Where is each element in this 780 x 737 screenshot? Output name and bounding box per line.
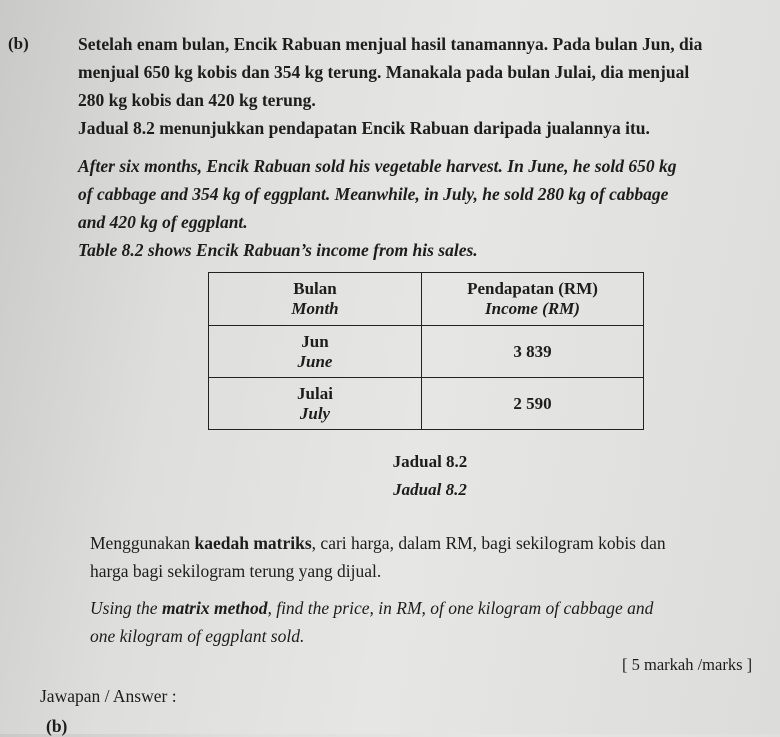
- table-row: [209, 326, 644, 378]
- income-cell: [422, 378, 644, 430]
- month-english: July: [299, 403, 331, 423]
- question-malay-bold: kaedah matriks: [194, 533, 312, 553]
- header-income: [422, 273, 644, 326]
- header-month-malay: Bulan: [293, 279, 337, 298]
- month-cell: [209, 326, 422, 378]
- question-malay-line-1: [90, 533, 666, 554]
- answer-part-label: (b): [46, 716, 68, 736]
- table-row: [209, 378, 644, 430]
- question-malay-post: , cari harga, dalam RM, bagi sekilogram kobis dan: [311, 533, 666, 553]
- question-english-line-2: one kilogram of eggplant sold.: [90, 626, 305, 646]
- income-value: 2 590: [513, 393, 552, 413]
- malay-intro-line-4: Jadual 8.2 menunjukkan pendapatan Encik Rabuan daripada jualannya itu.: [78, 118, 650, 138]
- marks-label: [ 5 markah /marks ]: [622, 655, 753, 674]
- header-income-malay: Pendapatan (RM): [467, 279, 598, 298]
- question-english-pre: Using the: [90, 598, 162, 618]
- header-month-english: Month: [291, 299, 339, 318]
- question-english-bold: matrix method: [161, 598, 268, 618]
- english-intro-line-4: Table 8.2 shows Encik Rabuan’s income from his sales.: [78, 240, 478, 260]
- income-cell: [422, 326, 644, 378]
- english-intro-line-2: of cabbage and 354 kg of eggplant. Meanwhile, in July, he sold 280 kg of cabbage: [78, 184, 669, 204]
- header-month: [209, 273, 422, 326]
- table-caption-english: Jadual 8.2: [393, 480, 467, 499]
- part-label: (b): [8, 34, 29, 53]
- question-english-line-1: [90, 598, 653, 619]
- malay-intro-line-3: 280 kg kobis dan 420 kg terung.: [78, 90, 316, 110]
- income-table: [208, 272, 644, 430]
- question-english-post: , find the price, in RM, of one kilogram of cabbage and: [267, 598, 654, 618]
- malay-intro-line-1: Setelah enam bulan, Encik Rabuan menjual hasil tanamannya. Pada bulan Jun, dia: [78, 34, 703, 54]
- question-malay-pre: Menggunakan: [90, 533, 195, 553]
- income-value: 3 839: [513, 341, 552, 361]
- month-cell: [209, 378, 422, 430]
- table-header-row: [209, 273, 644, 326]
- header-income-english: Income (RM): [485, 299, 580, 318]
- month-malay: Jun: [301, 331, 329, 351]
- answer-label: Jawapan / Answer :: [40, 686, 177, 706]
- malay-intro-line-2: menjual 650 kg kobis dan 354 kg terung. Manakala pada bulan Julai, dia menjual: [78, 62, 690, 82]
- english-intro-line-1: After six months, Encik Rabuan sold his vegetable harvest. In June, he sold 650 kg: [78, 156, 677, 176]
- month-malay: Julai: [297, 383, 333, 403]
- question-malay-line-2: harga bagi sekilogram terung yang dijual.: [90, 561, 382, 581]
- month-english: June: [297, 351, 333, 371]
- table-caption-malay: Jadual 8.2: [392, 452, 468, 471]
- english-intro-line-3: and 420 kg of eggplant.: [78, 212, 248, 232]
